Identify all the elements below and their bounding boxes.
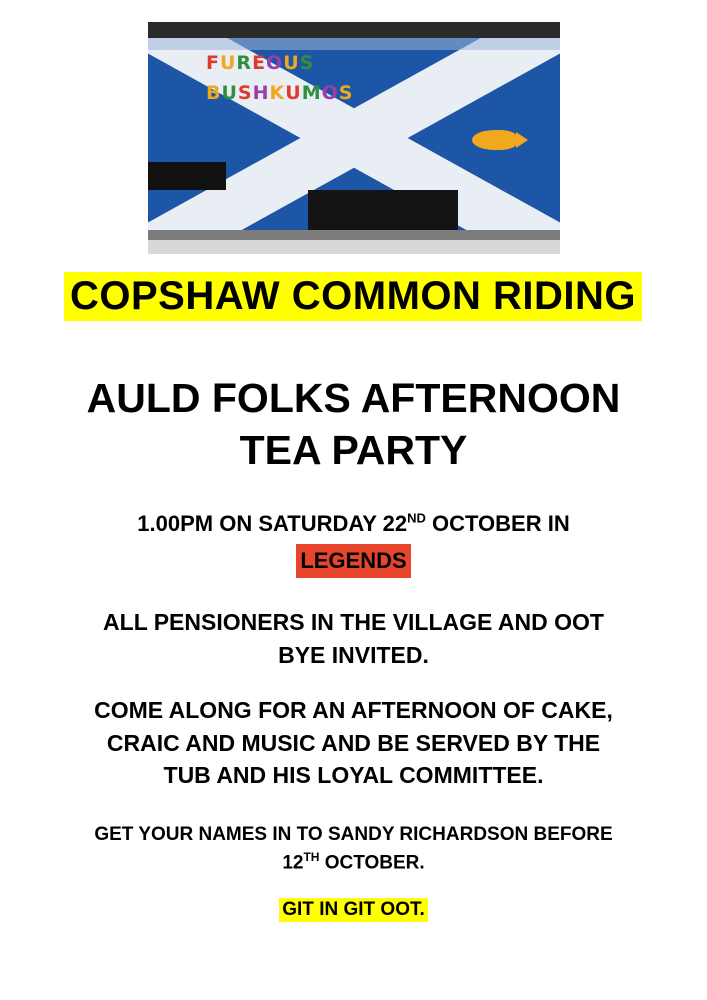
banner-letter: E: [252, 52, 267, 74]
saltire-flag-photo: [148, 22, 560, 254]
banner-letter: S: [237, 82, 253, 104]
invitation-text: [40, 606, 667, 671]
body-line-3: TUB AND HIS LOYAL COMMITTEE.: [163, 762, 544, 789]
photo-lower-band: [148, 230, 560, 240]
banner-letter: O: [266, 52, 284, 74]
photo-top-band: [148, 22, 560, 38]
banner-letter: B: [206, 82, 222, 104]
rsvp-date-number: 12: [282, 852, 304, 874]
footer-slogan: [40, 898, 667, 922]
banner-letter: H: [252, 82, 270, 104]
banner-letter: U: [285, 82, 302, 104]
body-line-2: CRAIC AND MUSIC AND BE SERVED BY THE: [106, 729, 601, 756]
datetime-ordinal: ND: [407, 510, 426, 526]
headline: [40, 372, 667, 477]
photo-dark-patch-center: [308, 190, 458, 230]
photo-dark-patch-left: [148, 162, 226, 190]
headline-line-2: TEA PARTY: [239, 427, 468, 474]
invitation-line-2: BYE INVITED.: [278, 641, 429, 668]
body-text: [40, 694, 667, 792]
banner-letter: U: [283, 52, 300, 74]
headline-line-1: AULD FOLKS AFTERNOON: [86, 375, 621, 421]
banner-letter: M: [301, 82, 322, 104]
venue-name: LEGENDS: [296, 544, 410, 578]
event-datetime: [40, 508, 667, 578]
datetime-suffix: OCTOBER IN: [425, 511, 570, 536]
banner-letter: S: [338, 82, 354, 104]
banner-letter: F: [206, 52, 220, 74]
banner-letter: S: [299, 52, 315, 74]
banner-letter: U: [221, 82, 238, 104]
photo-bottom-band: [148, 240, 560, 254]
banner-letter: K: [269, 82, 286, 104]
rsvp-line-2: [40, 849, 667, 877]
invitation-line-1: ALL PENSIONERS IN THE VILLAGE AND OOT: [103, 609, 604, 635]
banner-letter: O: [321, 82, 339, 104]
event-title: [46, 272, 660, 321]
banner-letter: R: [236, 52, 253, 74]
body-line-1: COME ALONG FOR AN AFTERNOON OF CAKE,: [94, 697, 613, 723]
banner-letter: U: [219, 52, 237, 74]
rsvp-line-1: GET YOUR NAMES IN TO SANDY RICHARDSON BEFORE: [94, 824, 613, 845]
rsvp-text: [40, 822, 667, 877]
rsvp-date-month: OCTOBER.: [319, 852, 425, 874]
rsvp-date-ordinal: TH: [303, 849, 320, 864]
event-title-text: COPSHAW COMMON RIDING: [64, 272, 642, 321]
datetime-prefix: 1.00PM ON SATURDAY 22: [137, 511, 408, 536]
footer-slogan-text: GIT IN GIT OOT.: [279, 898, 428, 922]
banner-cutout-letters: [206, 48, 446, 118]
fish-decoration-icon: [472, 130, 518, 150]
